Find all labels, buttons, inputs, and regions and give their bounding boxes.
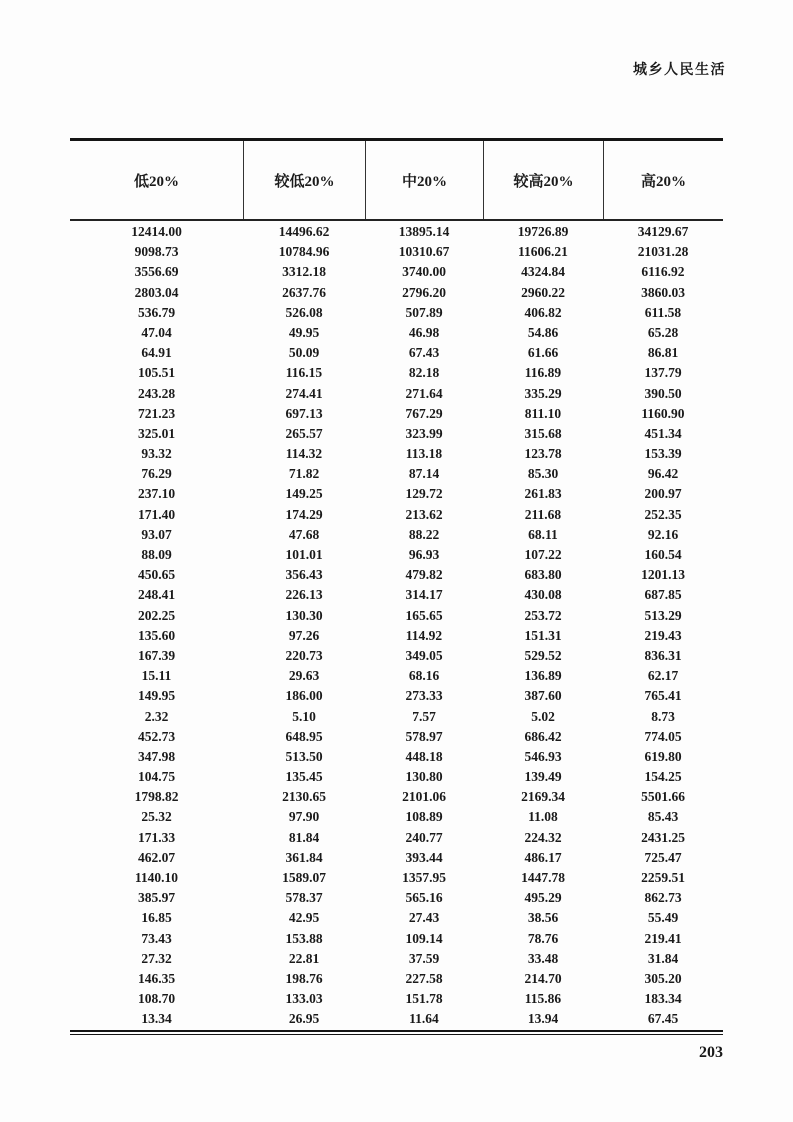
table-cell: 765.41 xyxy=(644,688,682,704)
table-cell: 243.28 xyxy=(137,385,176,401)
table-cell: 393.44 xyxy=(405,849,443,865)
table-cell: 65.28 xyxy=(647,324,679,340)
table-cell: 149.95 xyxy=(137,688,176,704)
table-cell: 220.73 xyxy=(285,647,323,663)
table-cell: 271.64 xyxy=(405,385,443,401)
table-cell: 133.03 xyxy=(285,991,323,1007)
table-cell: 1447.78 xyxy=(521,870,565,885)
table-cell: 451.34 xyxy=(644,425,682,441)
table-row xyxy=(70,848,723,868)
table-cell: 21031.28 xyxy=(637,244,689,260)
table-cell: 54.86 xyxy=(527,324,559,340)
page-header-title: 城乡人民生活 xyxy=(633,63,726,78)
table-cell: 1357.95 xyxy=(402,870,446,885)
table-cell: 3740.00 xyxy=(402,264,446,280)
table-cell: 108.70 xyxy=(137,991,176,1007)
table-cell: 109.14 xyxy=(405,930,443,946)
table-cell: 167.39 xyxy=(137,647,176,663)
table-cell: 12414.00 xyxy=(131,224,182,239)
table-cell: 1140.10 xyxy=(134,870,179,885)
table-cell: 47.68 xyxy=(288,526,320,542)
table-cell: 165.65 xyxy=(405,607,443,623)
table-cell: 85.43 xyxy=(647,809,679,825)
table-cell: 153.39 xyxy=(644,446,682,462)
table-cell: 13.34 xyxy=(141,1011,172,1027)
table-cell: 68.16 xyxy=(408,668,440,684)
table-row xyxy=(70,444,723,464)
table-row xyxy=(70,828,723,848)
table-cell: 88.09 xyxy=(141,547,172,562)
table-cell: 5501.66 xyxy=(641,789,685,805)
table-cell: 3556.69 xyxy=(134,264,179,280)
table-cell: 31.84 xyxy=(647,950,679,966)
table-row xyxy=(70,262,723,282)
table-row xyxy=(70,767,723,787)
table-row xyxy=(70,545,723,565)
table-cell: 13895.14 xyxy=(398,224,450,239)
table-cell: 390.50 xyxy=(644,385,682,401)
table-cell: 2431.25 xyxy=(641,829,685,845)
table-row xyxy=(70,585,723,605)
table-cell: 219.43 xyxy=(644,627,682,643)
table-cell: 513.29 xyxy=(644,607,682,623)
column-header: 低20% xyxy=(133,173,179,190)
table-cell: 108.89 xyxy=(405,809,443,825)
table-cell: 862.73 xyxy=(644,890,682,906)
table-row xyxy=(70,707,723,727)
table-cell: 114.92 xyxy=(405,627,443,643)
table-row xyxy=(70,464,723,484)
table-cell: 1589.07 xyxy=(282,870,326,885)
table-cell: 11.08 xyxy=(528,809,558,825)
table-cell: 687.85 xyxy=(644,587,682,603)
table-cell: 25.32 xyxy=(141,809,172,825)
table-cell: 151.31 xyxy=(524,627,562,643)
table-cell: 315.68 xyxy=(524,425,562,441)
table-cell: 15.11 xyxy=(141,668,172,684)
table-cell: 116.89 xyxy=(524,365,562,381)
table-cell: 611.58 xyxy=(644,304,682,320)
table-cell: 139.49 xyxy=(524,769,562,785)
table-cell: 3312.18 xyxy=(282,264,326,280)
table-cell: 11.64 xyxy=(409,1011,439,1027)
table-row xyxy=(70,404,723,424)
table-cell: 648.95 xyxy=(285,728,323,744)
table-cell: 507.89 xyxy=(405,304,443,320)
table-cell: 27.43 xyxy=(408,910,440,926)
table-cell: 349.05 xyxy=(405,647,443,663)
table-cell: 151.78 xyxy=(405,991,443,1007)
table-cell: 87.14 xyxy=(408,466,440,482)
table-cell: 448.18 xyxy=(405,748,443,764)
table-row xyxy=(70,929,723,949)
table-cell: 153.88 xyxy=(285,930,323,946)
table-cell: 261.83 xyxy=(524,486,562,502)
table-cell: 85.30 xyxy=(527,466,559,482)
table-cell: 37.59 xyxy=(408,950,440,966)
table-cell: 335.29 xyxy=(524,385,562,401)
table-cell: 202.25 xyxy=(137,607,176,623)
table-cell: 93.07 xyxy=(141,526,172,542)
table-cell: 154.25 xyxy=(644,769,682,785)
table-cell: 19726.89 xyxy=(517,224,569,239)
table-cell: 13.94 xyxy=(527,1011,559,1027)
table-cell: 29.63 xyxy=(288,668,320,684)
table-cell: 305.20 xyxy=(644,970,682,986)
table-cell: 49.95 xyxy=(288,324,320,340)
table-cell: 34129.67 xyxy=(637,224,689,239)
table-row xyxy=(70,868,723,888)
table-cell: 213.62 xyxy=(405,506,443,522)
table-cell: 135.60 xyxy=(137,627,176,643)
table-cell: 22.81 xyxy=(288,950,320,966)
table-cell: 2796.20 xyxy=(402,284,446,300)
table-cell: 1201.13 xyxy=(641,567,685,583)
table-cell: 836.31 xyxy=(644,647,682,663)
table-cell: 104.75 xyxy=(137,769,176,785)
table-cell: 1798.82 xyxy=(134,789,179,805)
table-row xyxy=(70,525,723,545)
table-cell: 325.01 xyxy=(137,425,176,441)
table-cell: 265.57 xyxy=(285,425,323,441)
table-cell: 479.82 xyxy=(405,567,443,583)
table-cell: 171.40 xyxy=(137,506,176,522)
table-cell: 105.51 xyxy=(137,365,176,381)
table-cell: 2101.06 xyxy=(402,789,446,805)
table-cell: 16.85 xyxy=(141,910,172,926)
table-cell: 101.01 xyxy=(285,547,323,562)
table-cell: 115.86 xyxy=(524,991,562,1007)
table-cell: 8.73 xyxy=(651,708,675,724)
table-cell: 361.84 xyxy=(285,849,323,865)
table-cell: 78.76 xyxy=(527,930,559,946)
table-cell: 536.79 xyxy=(137,304,176,320)
table-cell: 565.16 xyxy=(405,890,443,906)
table-cell: 186.00 xyxy=(285,688,323,704)
table-row xyxy=(70,908,723,928)
table-cell: 10310.67 xyxy=(398,244,450,260)
table-cell: 211.68 xyxy=(524,506,562,522)
table-row xyxy=(70,505,723,525)
table-cell: 160.54 xyxy=(644,547,682,562)
table-row xyxy=(70,242,723,262)
table-cell: 96.42 xyxy=(647,466,679,482)
table-cell: 529.52 xyxy=(524,647,562,663)
table-row xyxy=(70,384,723,404)
table-row xyxy=(70,484,723,504)
table-cell: 136.89 xyxy=(524,668,562,684)
table-row xyxy=(70,626,723,646)
table-cell: 3860.03 xyxy=(641,284,685,300)
table-cell: 526.08 xyxy=(285,304,323,320)
table-row xyxy=(70,727,723,747)
table-cell: 62.17 xyxy=(647,668,679,684)
table-cell: 273.33 xyxy=(405,688,443,704)
table-row xyxy=(70,949,723,969)
table-row xyxy=(70,888,723,908)
table-cell: 71.82 xyxy=(288,466,320,482)
table-cell: 6116.92 xyxy=(641,264,685,280)
table-cell: 10784.96 xyxy=(278,244,330,260)
table-cell: 253.72 xyxy=(524,607,562,623)
table-row xyxy=(70,363,723,383)
table-cell: 81.84 xyxy=(288,829,320,845)
table-cell: 252.35 xyxy=(644,506,682,522)
table-cell: 767.29 xyxy=(405,405,443,421)
table-cell: 42.95 xyxy=(288,910,320,926)
table-cell: 4324.84 xyxy=(521,264,565,280)
table-cell: 721.23 xyxy=(137,405,176,421)
table-cell: 129.72 xyxy=(405,486,443,502)
table-row xyxy=(70,989,723,1009)
table-cell: 452.73 xyxy=(137,728,176,744)
column-header: 较低20% xyxy=(243,141,365,219)
table-row xyxy=(70,343,723,363)
table-cell: 5.02 xyxy=(531,708,555,724)
table-cell: 486.17 xyxy=(524,849,562,865)
table-cell: 96.93 xyxy=(408,547,440,562)
table-cell: 347.98 xyxy=(137,748,176,764)
table-row xyxy=(70,807,723,827)
table-cell: 774.05 xyxy=(644,728,682,744)
table-cell: 107.22 xyxy=(524,547,562,562)
table-cell: 114.32 xyxy=(285,446,323,462)
table-cell: 113.18 xyxy=(405,446,443,462)
table-cell: 50.09 xyxy=(288,345,320,361)
table-header-row xyxy=(70,141,723,221)
table-cell: 226.13 xyxy=(285,587,323,603)
table-cell: 697.13 xyxy=(285,405,323,421)
table-row xyxy=(70,565,723,585)
table-cell: 314.17 xyxy=(405,587,443,603)
page-number: 203 xyxy=(699,1044,723,1061)
table-row xyxy=(70,747,723,767)
table-cell: 2130.65 xyxy=(282,789,326,805)
table-row xyxy=(70,646,723,666)
table-cell: 67.43 xyxy=(408,345,440,361)
table-cell: 5.10 xyxy=(292,708,316,724)
table-row xyxy=(70,606,723,626)
table-cell: 2803.04 xyxy=(134,284,179,300)
table-row xyxy=(70,283,723,303)
column-header: 较高20% xyxy=(483,141,603,219)
table-cell: 248.41 xyxy=(137,587,176,603)
table-cell: 14496.62 xyxy=(278,224,330,239)
table-cell: 171.33 xyxy=(137,829,176,845)
table-cell: 224.32 xyxy=(524,829,562,845)
table-cell: 11606.21 xyxy=(518,244,568,260)
table-bottom-rule xyxy=(70,1030,723,1035)
table-cell: 92.16 xyxy=(647,526,679,542)
table-cell: 27.32 xyxy=(141,950,172,966)
table-cell: 546.93 xyxy=(524,748,562,764)
table-cell: 578.97 xyxy=(405,728,443,744)
table-cell: 123.78 xyxy=(524,446,562,462)
table-cell: 214.70 xyxy=(524,970,562,986)
table-row xyxy=(70,969,723,989)
table-cell: 450.65 xyxy=(137,567,176,583)
table-cell: 55.49 xyxy=(647,910,679,926)
column-header: 中20% xyxy=(365,141,483,219)
table-cell: 47.04 xyxy=(141,324,172,340)
table-cell: 76.29 xyxy=(141,466,172,482)
table-cell: 2960.22 xyxy=(521,284,565,300)
table-cell: 356.43 xyxy=(285,567,323,583)
table-cell: 2637.76 xyxy=(282,284,326,300)
table-cell: 137.79 xyxy=(644,365,682,381)
table-cell: 725.47 xyxy=(644,849,682,865)
table-row xyxy=(70,222,723,242)
table-cell: 38.56 xyxy=(527,910,559,926)
table-row xyxy=(70,323,723,343)
table-row xyxy=(70,424,723,444)
table-cell: 130.80 xyxy=(405,769,443,785)
table-cell: 219.41 xyxy=(644,930,682,946)
table-cell: 73.43 xyxy=(141,930,172,946)
table-cell: 67.45 xyxy=(647,1011,679,1027)
table-cell: 86.81 xyxy=(647,345,679,361)
table-cell: 93.32 xyxy=(141,446,172,462)
table-cell: 513.50 xyxy=(285,748,323,764)
table-row xyxy=(70,303,723,323)
table-cell: 237.10 xyxy=(137,486,176,502)
table-cell: 406.82 xyxy=(524,304,562,320)
table-cell: 149.25 xyxy=(285,486,323,502)
table-cell: 385.97 xyxy=(137,890,176,906)
table-cell: 430.08 xyxy=(524,587,562,603)
table-cell: 130.30 xyxy=(285,607,323,623)
table-cell: 323.99 xyxy=(405,425,443,441)
table-cell: 2169.34 xyxy=(521,789,565,805)
table-cell: 183.34 xyxy=(644,991,682,1007)
table-cell: 619.80 xyxy=(644,748,682,764)
table-cell: 68.11 xyxy=(528,526,558,542)
table-cell: 462.07 xyxy=(137,849,176,865)
table-cell: 97.90 xyxy=(288,809,320,825)
table-cell: 683.80 xyxy=(524,567,562,583)
table-cell: 9098.73 xyxy=(134,244,179,260)
table-cell: 82.18 xyxy=(408,365,440,381)
table-cell: 174.29 xyxy=(285,506,323,522)
table-cell: 61.66 xyxy=(527,345,559,361)
quintile-data-table xyxy=(70,138,723,1035)
table-cell: 274.41 xyxy=(285,385,323,401)
table-cell: 88.22 xyxy=(408,526,440,542)
table-row xyxy=(70,686,723,706)
table-cell: 198.76 xyxy=(285,970,323,986)
table-cell: 1160.90 xyxy=(641,405,685,421)
table-cell: 2259.51 xyxy=(641,870,685,885)
table-cell: 97.26 xyxy=(288,627,320,643)
table-cell: 200.97 xyxy=(644,486,682,502)
table-cell: 33.48 xyxy=(527,950,559,966)
table-row xyxy=(70,1009,723,1029)
table-cell: 2.32 xyxy=(144,708,169,724)
table-row xyxy=(70,666,723,686)
table-cell: 578.37 xyxy=(285,890,323,906)
table-row xyxy=(70,787,723,807)
table-cell: 26.95 xyxy=(288,1011,320,1027)
table-cell: 7.57 xyxy=(412,708,436,724)
table-body xyxy=(70,221,723,1030)
table-cell: 64.91 xyxy=(141,345,172,361)
table-cell: 686.42 xyxy=(524,728,562,744)
table-cell: 811.10 xyxy=(524,405,562,421)
table-cell: 146.35 xyxy=(137,970,176,986)
table-cell: 387.60 xyxy=(524,688,562,704)
column-header: 高20% xyxy=(603,141,723,219)
table-cell: 135.45 xyxy=(285,769,323,785)
table-cell: 240.77 xyxy=(405,829,443,845)
table-cell: 227.58 xyxy=(405,970,443,986)
table-cell: 495.29 xyxy=(524,890,562,906)
table-cell: 116.15 xyxy=(285,365,323,381)
table-cell: 46.98 xyxy=(408,324,440,340)
